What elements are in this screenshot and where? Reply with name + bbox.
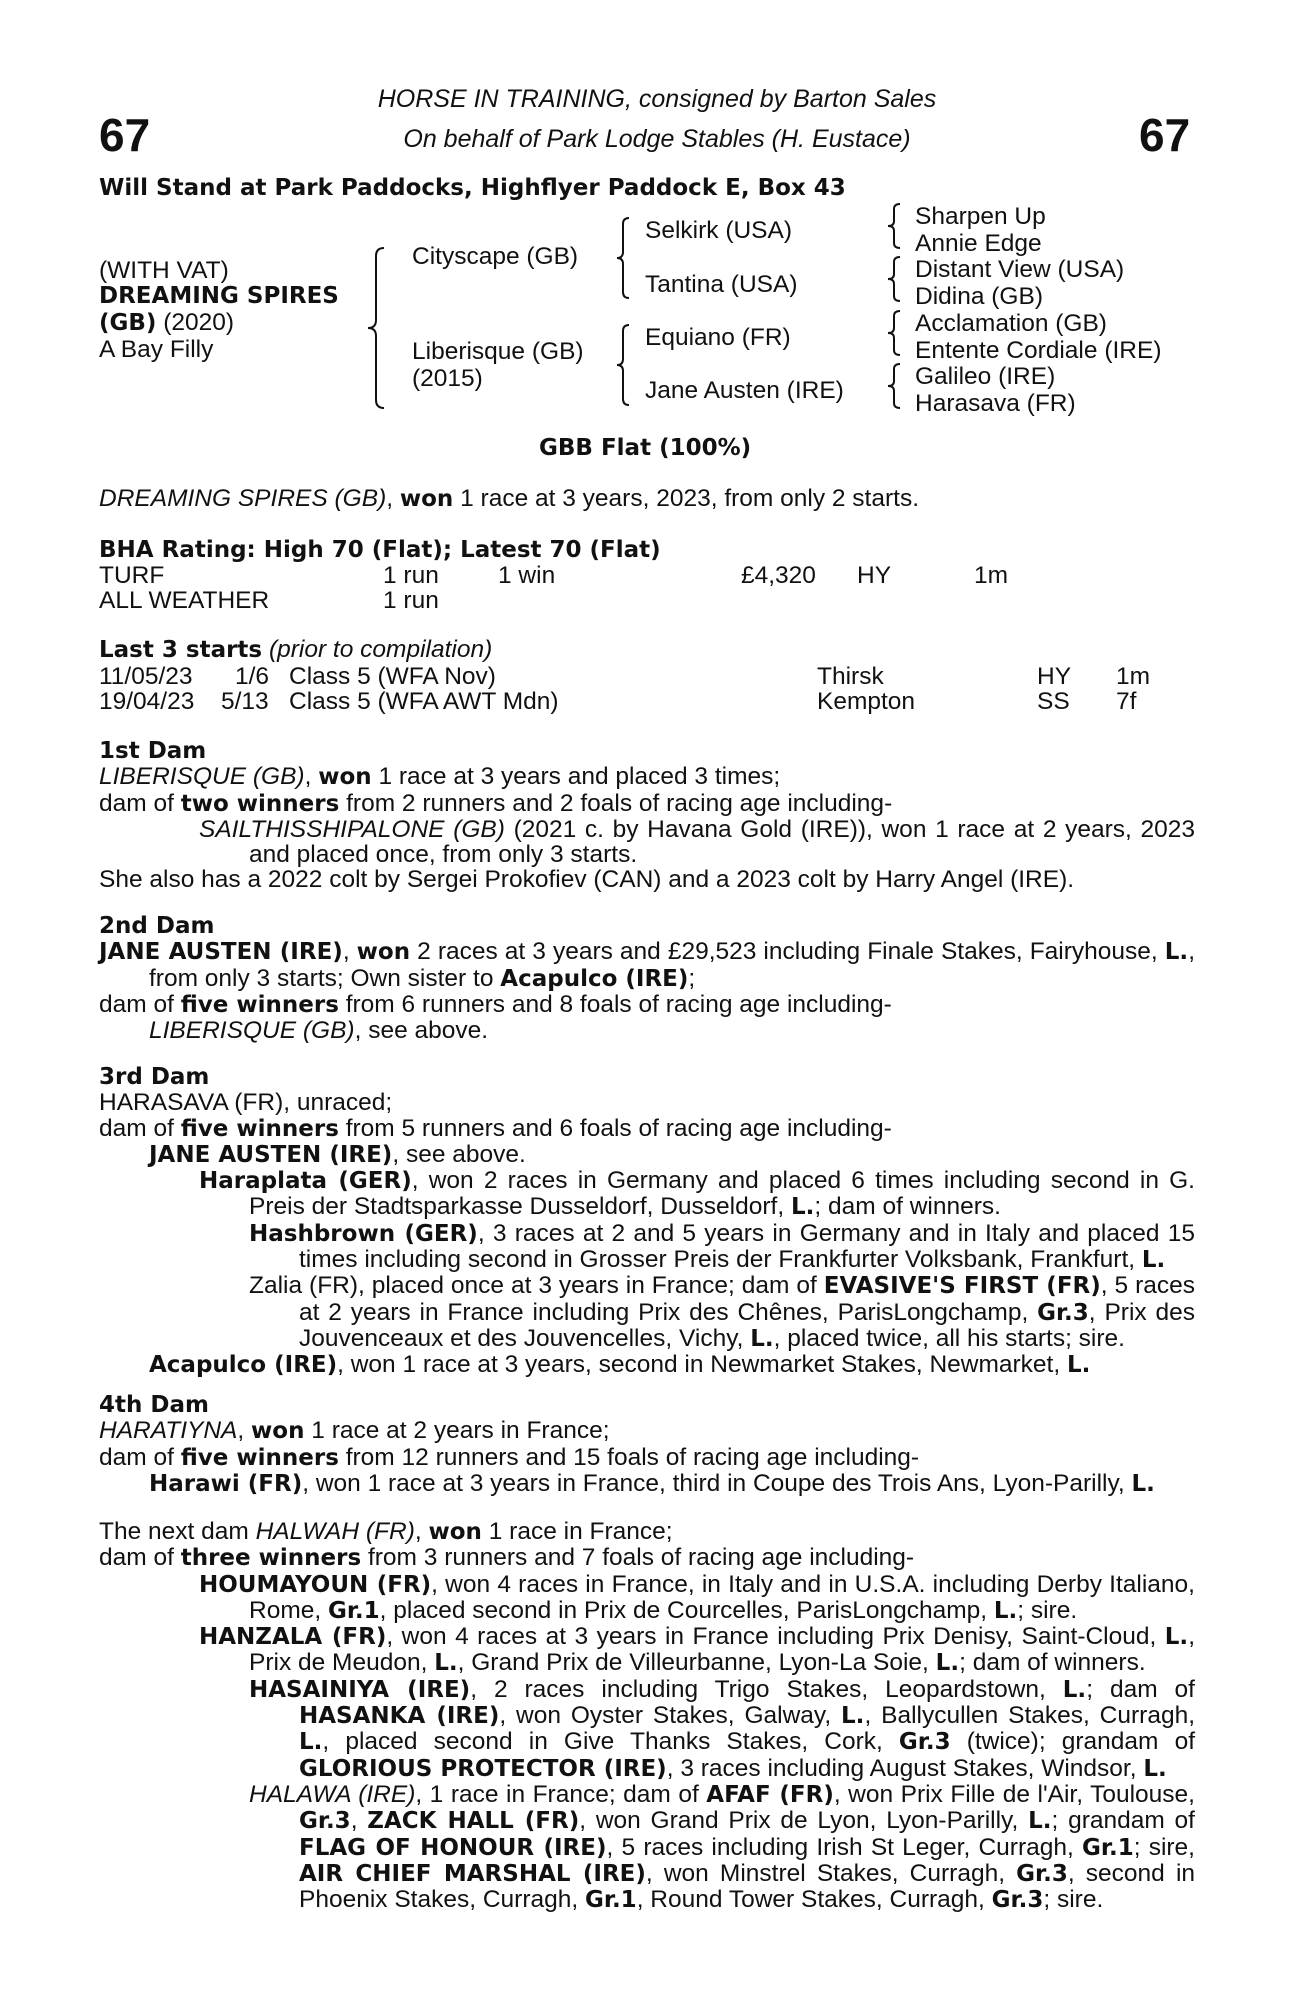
group-mark: Gr.3: [991, 1887, 1044, 1914]
produce-text: , Grand Prix de Villeurbanne, Lyon-La Soie,: [457, 1649, 936, 1677]
rating-going: HY: [857, 562, 892, 589]
pedigree-g3-7: Galileo (IRE): [915, 363, 1056, 390]
pedigree-brace-g3-4: [888, 364, 904, 408]
produce-text: , won Oyster Stakes, Galway,: [499, 1702, 842, 1730]
section-title: 3rd Dam: [99, 1064, 210, 1090]
produce-name: Haraplata (GER): [199, 1168, 412, 1195]
pedigree-g3-3: Distant View (USA): [915, 256, 1125, 283]
start-distance: 7f: [1116, 688, 1137, 715]
listed-mark: L.: [935, 1650, 960, 1677]
pedigree-g3-5: Acclamation (GB): [915, 310, 1107, 337]
produce-name: SAILTHISSHIPALONE (GB): [199, 815, 505, 843]
produce-text: ; sire.: [1017, 1596, 1078, 1624]
listed-mark: L.: [1141, 1247, 1166, 1274]
lot-number-left: 67: [99, 109, 151, 161]
start-position: 5/13: [221, 688, 269, 715]
dam-produce-line: [99, 791, 1195, 817]
produce-text: , won Prix Fille de l'Air, Toulouse,: [833, 1780, 1195, 1808]
produce-text: , won Minstrel Stakes, Curragh,: [645, 1859, 1017, 1887]
section-title: 1st Dam: [99, 738, 207, 764]
produce-text: ; dam of winners.: [814, 1193, 1001, 1221]
produce-name: HALAWA (IRE): [249, 1780, 416, 1808]
won-label: won: [428, 1519, 482, 1545]
produce-text: , 2 races including Trigo Stakes, Leopardstown,: [470, 1675, 1063, 1703]
rating-distance: 1m: [974, 562, 1009, 589]
listed-mark: L.: [841, 1703, 865, 1730]
rating-prize: £4,320: [741, 562, 816, 589]
listed-mark: L.: [993, 1597, 1018, 1624]
produce-entry: [99, 1352, 1195, 1378]
start-position: 1/6: [235, 663, 270, 690]
separator: ,: [237, 1417, 252, 1445]
third-dam-section: [99, 1065, 1195, 1379]
produce-name: JANE AUSTEN (IRE): [149, 1141, 393, 1168]
listed-mark: L.: [1131, 1470, 1155, 1497]
listed-mark: L.: [1066, 1352, 1091, 1379]
produce-entry: [99, 817, 1195, 868]
produce-suffix: from 12 runners and 15 foals of racing age including-: [338, 1443, 920, 1471]
pedigree-brace-sire: [617, 218, 633, 298]
horse-country: (GB): [99, 310, 157, 336]
vat-note: (WITH VAT): [99, 257, 229, 284]
produce-entry: [99, 1221, 1195, 1274]
produce-text: , Prix des Jouvenceaux et des Jouvencelles, Vichy,: [299, 1298, 1195, 1352]
produce-name: HASAINIYA (IRE): [249, 1676, 471, 1703]
produce-entry: [99, 1624, 1195, 1677]
record-text: 2 races at 3 years and £29,523 including Finale Stakes, Fairyhouse,: [410, 938, 1165, 966]
second-dam-section: [99, 914, 1195, 1043]
produce-entry: [99, 1018, 1195, 1043]
separator: ,: [342, 938, 357, 966]
start-going: HY: [1037, 663, 1072, 690]
produce-name: HASANKA (IRE): [299, 1703, 500, 1730]
race-summary: DREAMING SPIRES (GB), won 1 race at 3 years, 2023, from only 2 starts.: [99, 485, 920, 512]
dam-record: LIBERISQUE (GB), won 1 race at 3 years and placed 3 times;: [99, 763, 781, 791]
record-text: 1 race in France;: [481, 1518, 673, 1545]
pedigree-dam-dam: Jane Austen (IRE): [645, 377, 844, 404]
pedigree-brace-dam: [617, 325, 633, 405]
produce-text: , Prix de Meudon,: [249, 1623, 1195, 1677]
produce-text: ; sire.: [1043, 1886, 1104, 1914]
produce-text: , second in Phoenix Stakes, Curragh,: [299, 1859, 1196, 1914]
produce-text: , won 4 races in France, in Italy and in U.S.A. including Derby Italiano, Rome,: [249, 1570, 1195, 1624]
pedigree-sire-sire: Selkirk (USA): [645, 217, 793, 244]
dam-record: HARASAVA (FR), unraced;: [99, 1089, 393, 1117]
winners-count: five winners: [180, 1115, 339, 1142]
start-race: Class 5 (WFA AWT Mdn): [289, 688, 559, 715]
dam-record: [99, 939, 1195, 992]
stand-location: Will Stand at Park Paddocks, Highflyer Paddock E, Box 43: [99, 175, 846, 201]
first-dam-section: [99, 739, 1195, 893]
pedigree-g3-2: Annie Edge: [915, 230, 1042, 257]
last-starts-heading: [99, 637, 492, 663]
group-mark: Gr.1: [585, 1887, 637, 1914]
dam-produce-line: [99, 1445, 1195, 1471]
produce-text: (2021 c. by Havana Gold (IRE)), won 1 race at 2 years, 2023 and placed once, from only 3 starts.: [249, 815, 1195, 869]
winners-count: three winners: [180, 1545, 362, 1572]
summary-rest: 1 race at 3 years, 2023, from only 2 starts.: [453, 485, 920, 512]
produce-text: , won 2 races in Germany and placed 6 times including second in G. Preis der Stadtsparkasse Dusseldorf, Dusseldorf,: [249, 1167, 1195, 1221]
produce-text: ; dam of winners.: [959, 1649, 1146, 1677]
produce-text: , won 1 race at 3 years in France, third in Coupe des Trois Ans, Lyon-Parilly,: [302, 1469, 1132, 1497]
produce-entry: [99, 1677, 1195, 1782]
pedigree-dam-sire: Equiano (FR): [645, 324, 791, 351]
won-label: won: [356, 939, 411, 966]
rating-surface: ALL WEATHER: [99, 587, 270, 614]
produce-entry: [99, 1142, 1195, 1168]
dam-produce-line: [99, 1545, 1195, 1571]
dam-name: LIBERISQUE (GB): [99, 763, 305, 791]
produce-name: HOUMAYOUN (FR): [199, 1571, 432, 1598]
sibling-name: Acapulco (IRE): [500, 965, 689, 992]
listed-mark: L.: [750, 1325, 774, 1352]
last-starts-note: (prior to compilation): [268, 636, 493, 663]
rating-surface: TURF: [99, 562, 165, 589]
produce-prefix: dam of: [99, 990, 181, 1018]
group-mark: Gr.1: [1082, 1834, 1134, 1861]
summary-horse-name: DREAMING SPIRES (GB): [99, 485, 387, 512]
rating-runs: 1 run: [383, 587, 439, 614]
produce-text: , 1 race in France; dam of: [415, 1780, 707, 1808]
winners-count: five winners: [180, 991, 339, 1018]
pedigree-g3-4: Didina (GB): [915, 283, 1043, 310]
group-mark: Gr.1: [327, 1597, 380, 1624]
dam-produce-line: [99, 1116, 1195, 1142]
last-starts-title: Last 3 starts: [99, 637, 263, 663]
produce-entry: [99, 1273, 1195, 1352]
produce-prefix: dam of: [99, 789, 181, 817]
pedigree-sire-dam: Tantina (USA): [645, 271, 798, 298]
won-label: won: [251, 1418, 305, 1445]
listed-mark: L.: [1164, 939, 1189, 966]
produce-text: ,: [350, 1807, 368, 1835]
produce-name: AFAF (FR): [706, 1781, 834, 1808]
listed-mark: L.: [1164, 1624, 1189, 1651]
start-date: 11/05/23: [99, 663, 193, 690]
produce-suffix: from 3 runners and 7 foals of racing age including-: [361, 1544, 915, 1572]
produce-text: , Ballycullen Stakes, Curragh,: [864, 1702, 1196, 1730]
produce-text: , Round Tower Stakes, Curragh,: [636, 1886, 992, 1914]
pedigree-g3-1: Sharpen Up: [915, 203, 1046, 230]
next-dam-section: [99, 1519, 1195, 1913]
dam-produce-line: [99, 992, 1195, 1018]
produce-entry: [99, 1471, 1195, 1497]
produce-text: , won 1 race at 3 years, second in Newmarket Stakes, Newmarket,: [337, 1351, 1067, 1379]
dam-record-text: 1 race at 3 years and placed 3 times;: [371, 763, 781, 791]
dam-name: JANE AUSTEN (IRE): [99, 939, 343, 966]
start-race: Class 5 (WFA Nov): [289, 663, 496, 690]
produce-text: ; sire,: [1133, 1833, 1195, 1861]
group-mark: Gr.3: [898, 1729, 951, 1756]
produce-text: , won Grand Prix de Lyon, Lyon-Parilly,: [579, 1807, 1029, 1835]
horse-name: DREAMING SPIRES: [99, 283, 339, 309]
start-going: SS: [1037, 688, 1070, 715]
produce-text: , 5 races at 2 years in France including Prix des Chênes, ParisLongchamp,: [299, 1272, 1195, 1326]
produce-text: , see above.: [392, 1140, 526, 1168]
produce-text: , placed second in Give Thanks Stakes, Cork,: [322, 1728, 899, 1756]
produce-name: HANZALA (FR): [199, 1624, 387, 1651]
listed-mark: L.: [434, 1650, 458, 1677]
record-text: ;: [688, 964, 696, 992]
produce-text: , 5 races including Irish St Leger, Curragh,: [606, 1833, 1083, 1861]
produce-name: Acapulco (IRE): [149, 1352, 338, 1379]
group-mark: Gr.3: [1037, 1299, 1089, 1326]
produce-prefix: dam of: [99, 1544, 181, 1572]
consignor-line: HORSE IN TRAINING, consigned by Barton Sales: [377, 85, 937, 113]
pedigree-g3-6: Entente Cordiale (IRE): [915, 337, 1162, 364]
produce-entry: [99, 1572, 1195, 1625]
won-label: won: [318, 764, 372, 791]
pedigree-brace-g3-2: [888, 257, 904, 301]
winners-count: five winners: [180, 1444, 339, 1471]
produce-text: , won 4 races at 3 years in France including Prix Denisy, Saint-Cloud,: [386, 1623, 1165, 1651]
produce-name: EVASIVE'S FIRST (FR): [823, 1273, 1101, 1300]
start-course: Kempton: [817, 688, 916, 715]
horse-country-year: [99, 310, 234, 336]
produce-text: , 3 races including August Stakes, Windsor,: [666, 1754, 1144, 1782]
pedigree-g3-8: Harasava (FR): [915, 390, 1076, 417]
produce-name: FLAG OF HONOUR (IRE): [299, 1834, 607, 1861]
section-title: 4th Dam: [99, 1392, 209, 1418]
produce-text: , placed second in Prix de Courcelles, ParisLongchamp,: [379, 1596, 994, 1624]
start-course: Thirsk: [817, 663, 884, 690]
pedigree-sire: Cityscape (GB): [412, 243, 579, 270]
pedigree-dam-year: (2015): [412, 365, 483, 392]
produce-name: LIBERISQUE (GB): [149, 1017, 355, 1045]
listed-mark: L.: [790, 1194, 815, 1221]
pedigree-brace-g3-1: [888, 204, 904, 248]
pedigree-dam: Liberisque (GB): [412, 338, 584, 365]
produce-name: GLORIOUS PROTECTOR (IRE): [299, 1755, 667, 1782]
produce-name: Harawi (FR): [149, 1470, 303, 1497]
listed-mark: L.: [299, 1729, 323, 1756]
produce-suffix: from 6 runners and 8 foals of racing age including-: [338, 990, 892, 1018]
horse-year: (2020): [163, 309, 235, 336]
start-date: 19/04/23: [99, 688, 195, 715]
separator: ,: [414, 1518, 429, 1545]
produce-text: ; dam of: [1086, 1675, 1195, 1703]
listed-mark: L.: [1062, 1676, 1087, 1703]
record-text: 1 race at 2 years in France;: [304, 1417, 610, 1445]
rating-runs: 1 run: [383, 562, 439, 589]
produce-suffix: from 2 runners and 2 foals of racing age including-: [339, 789, 893, 817]
produce-name: Hashbrown (GER): [249, 1220, 478, 1247]
winners-count: two winners: [180, 790, 340, 817]
group-mark: Gr.3: [1016, 1860, 1068, 1887]
produce-name: ZACK HALL (FR): [367, 1808, 580, 1835]
gbb-status: GBB Flat (100%): [539, 435, 752, 461]
dam-name: HARATIYNA: [99, 1417, 238, 1445]
group-mark: Gr.3: [299, 1808, 351, 1835]
produce-text: , see above.: [354, 1017, 489, 1045]
produce-suffix: from 5 runners and 6 foals of racing age including-: [338, 1114, 892, 1142]
start-distance: 1m: [1116, 663, 1151, 690]
produce-text: Zalia (FR), placed once at 3 years in France; dam of: [249, 1272, 824, 1300]
pedigree-brace-g3-3: [888, 311, 904, 355]
listed-mark: L.: [1143, 1755, 1167, 1782]
rating-wins: 1 win: [498, 562, 556, 589]
produce-entry: [99, 1168, 1195, 1221]
horse-description: A Bay Filly: [99, 336, 214, 363]
fourth-dam-section: [99, 1393, 1195, 1497]
produce-text: ; grandam of: [1051, 1807, 1195, 1835]
record-text: , from only 3 starts; Own sister to: [149, 938, 1195, 992]
dam-record: [99, 1418, 1195, 1444]
section-title: 2nd Dam: [99, 913, 215, 939]
record-text: The next dam: [99, 1518, 256, 1545]
produce-text: , 3 races at 2 and 5 years in Germany and in Italy and placed 15 times including second in Grosser Preis der Frankfurter Volksbank, Frankfurt,: [299, 1219, 1195, 1274]
dam-name: HALWAH (FR): [255, 1518, 415, 1545]
summary-won: won: [399, 486, 454, 512]
produce-text: (twice); grandam of: [950, 1728, 1196, 1756]
lot-number-right: 67: [1139, 109, 1191, 161]
pedigree-brace-main: [368, 248, 388, 408]
produce-prefix: dam of: [99, 1443, 181, 1471]
dam-also-has: She also has a 2022 colt by Sergei Prokofiev (CAN) and a 2023 colt by Harry Angel (IRE).: [99, 866, 1075, 894]
produce-prefix: dam of: [99, 1114, 181, 1142]
listed-mark: L.: [1028, 1808, 1052, 1835]
bha-rating-title: BHA Rating: High 70 (Flat); Latest 70 (Flat): [99, 537, 661, 563]
vendor-line: On behalf of Park Lodge Stables (H. Eustace): [403, 125, 911, 153]
produce-entry: [99, 1782, 1195, 1913]
produce-name: AIR CHIEF MARSHAL (IRE): [299, 1860, 646, 1887]
produce-text: , placed twice, all his starts; sire.: [773, 1324, 1125, 1352]
dam-record: [99, 1519, 1195, 1545]
